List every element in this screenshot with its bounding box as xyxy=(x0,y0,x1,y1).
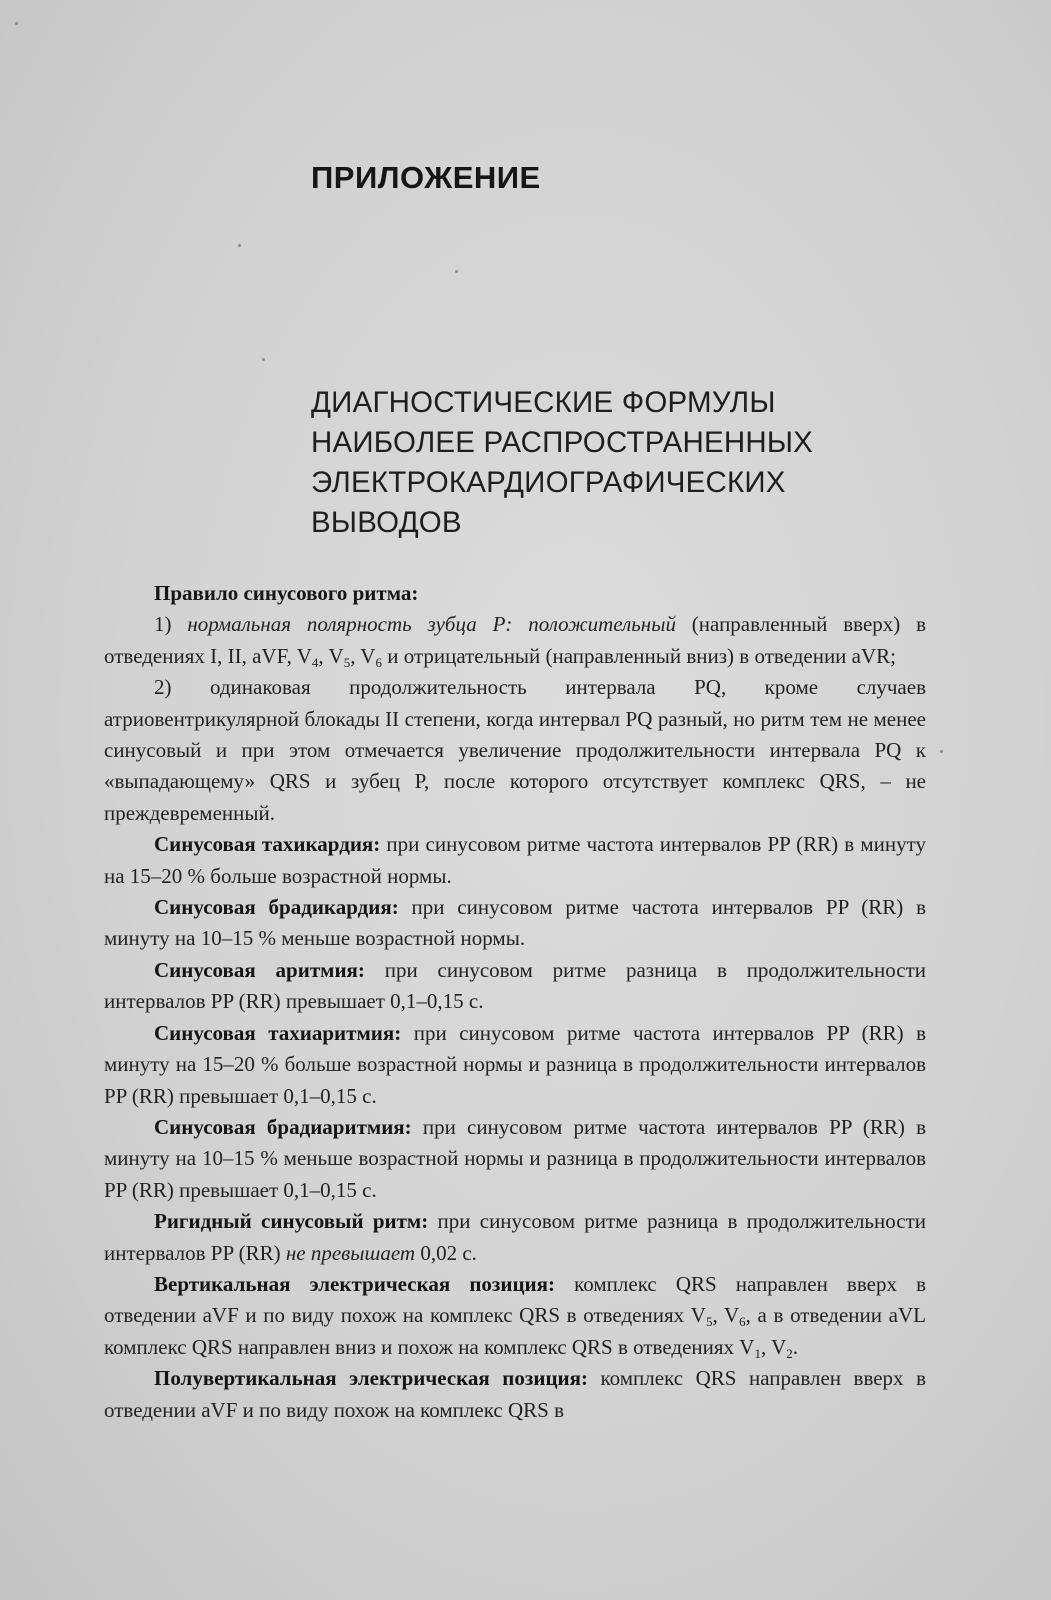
section-title xyxy=(311,383,951,543)
paragraph-rigid-sinus-rhythm xyxy=(104,1206,926,1269)
print-speck xyxy=(238,244,241,247)
lead-sep: , V xyxy=(318,643,344,668)
paragraph-sinus-tachyarrhythmia xyxy=(104,1018,926,1112)
term-sinus-bradyarrhythmia: Синусовая брадиаритмия: xyxy=(154,1114,412,1139)
term-vertical-position: Вертикальная электрическая позиция: xyxy=(154,1271,556,1296)
term-sinus-tachycardia: Синусовая тахикардия: xyxy=(154,832,381,857)
appendix-title: ПРИЛОЖЕНИЕ xyxy=(311,160,541,195)
rule-number: 1) xyxy=(154,612,172,637)
definition-italic: не превышает xyxy=(285,1240,416,1265)
definition-text: при синусовом ритме частота интервалов PP (RR) в минуту на 10–15 % меньше возрастной нормы. xyxy=(104,895,926,951)
print-speck xyxy=(262,358,265,361)
paragraph-rule-2: 2) одинаковая продолжительность интервала PQ, кроме случаев атриовентрикулярной блокады II степени, когда интервал PQ разный, но ритм тем не менее синусовый и при этом отмечается увеличение продолжительности интервала PQ к «выпадающему» QRS и зубец P, после которого отсутствует комплекс QRS, – не преждевременный. xyxy=(104,675,926,825)
paragraph-sinus-arrhythmia xyxy=(104,955,926,1018)
definition-text: при синусовом ритме частота интервалов PP (RR) в минуту на 10–15 % меньше возрастной нормы и разница в продолжительности интервалов PP (RR) превышает 0,1–0,15 с. xyxy=(104,1114,926,1202)
rule-text: (направленный вверх) в отведениях I, II, aVF, V xyxy=(104,612,927,668)
paragraph-vertical-position xyxy=(104,1269,926,1363)
definition-text: комплекс QRS направлен вверх в отведении aVF и по виду похож на комплекс QRS в отведениях V xyxy=(104,1271,926,1328)
paragraph-semivertical-position xyxy=(104,1363,926,1426)
print-speck xyxy=(15,22,18,25)
definition-text: при синусовом ритме разница в продолжительности интервалов PP (RR) xyxy=(104,1209,927,1265)
term-sinus-tachyarrhythmia: Синусовая тахиаритмия: xyxy=(154,1020,402,1045)
definition-text: при синусовом ритме разница в продолжительности интервалов PP (RR) превышает 0,1–0,15 с. xyxy=(104,957,927,1014)
lead-subscript: 5 xyxy=(705,1314,713,1330)
lead-subscript: 5 xyxy=(343,654,351,670)
section-title-line: НАИБОЛЕЕ РАСПРОСТРАНЕННЫХ xyxy=(311,426,814,459)
print-speck xyxy=(940,750,943,753)
term-sinus-arrhythmia: Синусовая аритмия: xyxy=(154,957,365,982)
term-sinus-bradycardia: Синусовая брадикардия: xyxy=(154,895,399,920)
lead-subscript: 4 xyxy=(311,654,319,670)
print-speck xyxy=(455,270,458,273)
lead-subscript: 1 xyxy=(754,1345,761,1361)
lead-subscript: 2 xyxy=(786,1345,793,1361)
lead-sep: , V xyxy=(712,1303,740,1328)
term-rigid-sinus-rhythm: Ригидный синусовый ритм: xyxy=(154,1209,429,1234)
paragraph-sinus-rule xyxy=(104,578,926,609)
term-sinus-rule: Правило синусового ритма: xyxy=(154,581,419,605)
paragraph-sinus-tachycardia xyxy=(104,829,926,892)
lead-sep: , V xyxy=(350,643,376,668)
term-semivertical-position: Полувертикальная электрическая позиция: xyxy=(154,1366,588,1391)
section-title-line: ЭЛЕКТРОКАРДИОГРАФИЧЕСКИХ xyxy=(311,466,786,499)
section-title-line: ВЫВОДОВ xyxy=(311,506,462,539)
paragraph-sinus-bradyarrhythmia xyxy=(104,1112,926,1206)
lead-subscript: 6 xyxy=(739,1314,746,1330)
rule-italic: нормальная полярность зубца P: положительный xyxy=(187,612,676,637)
paragraph-sinus-bradycardia xyxy=(104,892,926,955)
definition-text: при синусовом ритме частота интервалов PP (RR) в минуту на 15–20 % больше возрастной нормы и разница в продолжительности интервалов PP (RR) превышает 0,1–0,15 с. xyxy=(104,1020,927,1108)
lead-sep: , V xyxy=(760,1334,787,1359)
definition-text: комплекс QRS направлен вверх в отведении aVF и по виду похож на комплекс QRS в xyxy=(104,1366,926,1422)
paragraph-rule-1 xyxy=(104,609,926,672)
section-title-line: ДИАГНОСТИЧЕСКИЕ ФОРМУЛЫ xyxy=(311,386,776,419)
body-text xyxy=(104,578,926,1426)
definition-text: , а в отведении aVL комплекс QRS направлен вниз и похож на комплекс QRS в отведениях V xyxy=(104,1303,926,1359)
definition-text: при синусовом ритме частота интервалов PP (RR) в минуту на 15–20 % больше возрастной нормы. xyxy=(104,832,926,888)
definition-end: . xyxy=(792,1334,798,1359)
rule-text: и отрицательный (направленный вниз) в отведении aVR; xyxy=(387,643,897,668)
definition-text: 0,02 с. xyxy=(420,1240,477,1265)
lead-subscript: 6 xyxy=(375,654,382,670)
